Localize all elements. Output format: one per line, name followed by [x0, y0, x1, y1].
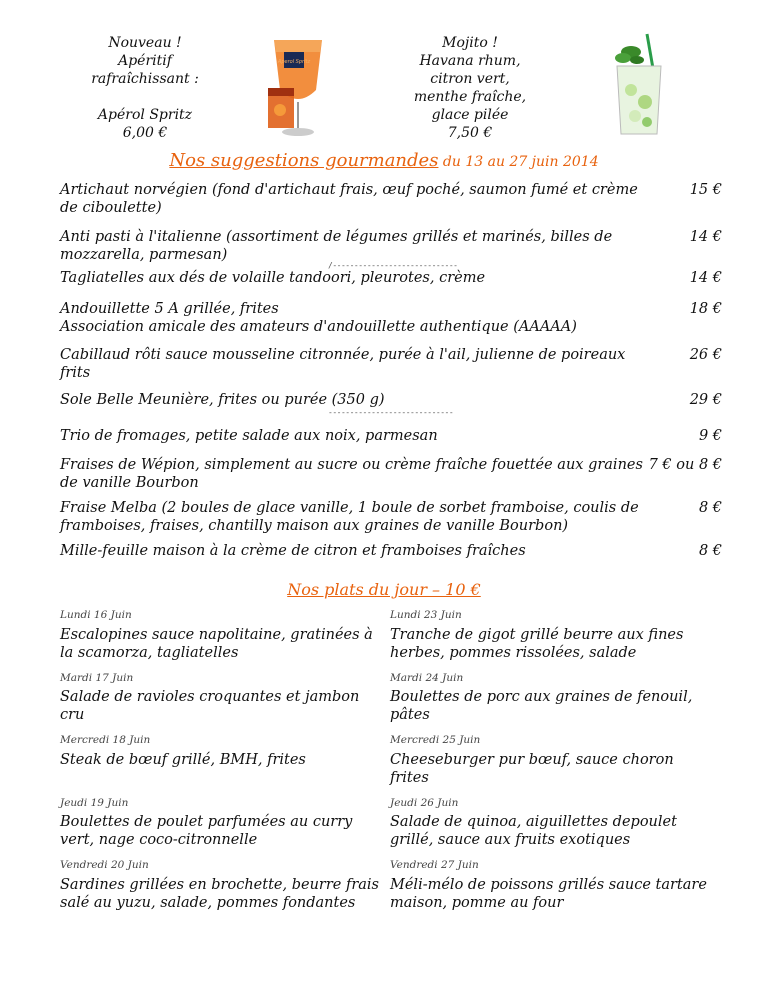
menu-item-price: 18 € — [689, 301, 722, 317]
day-dish: Tranche de gigot grillé beurre aux fines herbes, pommes rissolées, salade — [390, 627, 684, 661]
menu-item — [60, 300, 660, 336]
separator: /----------------------------- — [328, 261, 458, 270]
menu-item: Mille-feuille maison à la crème de citron et framboises fraîches — [60, 543, 526, 559]
day-dish: Sardines grillées en brochette, beurre frais salé au yuzu, salade, pommes fondantes — [60, 877, 379, 911]
menu-item: Cabillaud rôti sauce mousseline citronnée, purée à l'ail, julienne de poireaux frits — [60, 347, 626, 381]
day-label: Mercredi 18 Juin — [60, 734, 151, 746]
promo-line: Havana rhum, — [419, 53, 521, 69]
promo-line: Mojito ! — [442, 35, 498, 51]
day-dish: Escalopines sauce napolitaine, gratinées à la scamorza, tagliatelles — [60, 627, 373, 661]
menu-item: Sole Belle Meunière, frites ou purée (350 g) — [60, 392, 385, 408]
menu-item: Anti pasti à l'italienne (assortiment de légumes grillés et marinés, billes de mozzarella, parmesan) — [60, 229, 613, 263]
day-label: Jeudi 19 Juin — [60, 797, 129, 809]
promo-price: 6,00 € — [122, 125, 168, 141]
plats-du-jour-title: Nos plats du jour – 10 € — [287, 580, 481, 599]
day-dish: Salade de quinoa, aiguillettes depoulet grillé, sauce aux fruits exotiques — [390, 814, 677, 848]
menu-item-line: Association amicale des amateurs d'andouillette authentique (AAAAA) — [60, 319, 577, 335]
menu-item: Fraise Melba (2 boules de glace vanille, 1 boule de sorbet framboise, coulis de framboises, fraises, chantilly maison aux graines de vanille Bourbon) — [60, 500, 639, 534]
menu-item-price: 26 € — [689, 347, 722, 363]
separator: ----------------------------- — [328, 408, 454, 417]
promo-line: rafraîchissant : — [91, 71, 199, 87]
day-label: Lundi 23 Juin — [390, 609, 462, 621]
day-label: Jeudi 26 Juin — [390, 797, 459, 809]
day-label: Vendredi 27 Juin — [390, 859, 479, 871]
suggestions-title — [0, 150, 768, 171]
day-dish: Steak de bœuf grillé, BMH, frites — [60, 752, 306, 768]
day-dish: Cheeseburger pur bœuf, sauce choron frites — [390, 752, 674, 786]
promo-line: Apérol Spritz — [97, 107, 193, 123]
day-label: Vendredi 20 Juin — [60, 859, 149, 871]
menu-item-price: 9 € — [698, 428, 722, 444]
promo-price: 7,50 € — [447, 125, 493, 141]
menu-item-price: 7 € ou 8 € — [648, 457, 722, 473]
day-dish: Salade de ravioles croquantes et jambon cru — [60, 689, 360, 723]
day-dish: Méli-mélo de poissons grillés sauce tartare maison, pomme au four — [390, 877, 707, 911]
day-label: Mercredi 25 Juin — [390, 734, 481, 746]
menu-item-line: Andouillette 5 A grillée, frites — [60, 301, 279, 317]
menu-item-price: 8 € — [698, 500, 722, 516]
menu-item-price: 14 € — [689, 229, 722, 245]
menu-item-price: 14 € — [689, 270, 722, 286]
mojito-promo — [400, 34, 540, 142]
suggestions-dates: du 13 au 27 juin 2014 — [438, 154, 599, 170]
promo-line: Apéritif — [118, 53, 172, 69]
day-label: Lundi 16 Juin — [60, 609, 132, 621]
promo-line: citron vert, — [430, 71, 510, 87]
menu-item: Trio de fromages, petite salade aux noix, parmesan — [60, 428, 438, 444]
menu-item: Tagliatelles aux dés de volaille tandoori, pleurotes, crème — [60, 270, 486, 286]
promo-line: glace pilée — [431, 107, 509, 123]
day-dish: Boulettes de poulet parfumées au curry vert, nage coco-citronnelle — [60, 814, 353, 848]
menu-item-price: 8 € — [698, 543, 722, 559]
mojito-image — [605, 30, 675, 140]
promo-line: Nouveau ! — [108, 35, 182, 51]
day-label: Mardi 24 Juin — [390, 672, 464, 684]
menu-item-price: 15 € — [689, 182, 722, 198]
promo-spacer — [70, 88, 220, 106]
menu-item: Fraises de Wépion, simplement au sucre ou crème fraîche fouettée aux graines de vanille Bourbon — [60, 457, 643, 491]
suggestions-heading: Nos suggestions gourmandes — [169, 150, 439, 171]
day-dish: Boulettes de porc aux graines de fenouil, pâtes — [390, 689, 693, 723]
svg-text:Aperol Spritz: Aperol Spritz — [277, 59, 311, 65]
aperol-promo — [70, 34, 220, 142]
menu-item: Artichaut norvégien (fond d'artichaut frais, œuf poché, saumon fumé et crème de ciboulette) — [60, 182, 638, 216]
promo-line: menthe fraîche, — [413, 89, 527, 105]
day-label: Mardi 17 Juin — [60, 672, 134, 684]
menu-item-price: 29 € — [689, 392, 722, 408]
aperol-spritz-image — [262, 30, 342, 140]
